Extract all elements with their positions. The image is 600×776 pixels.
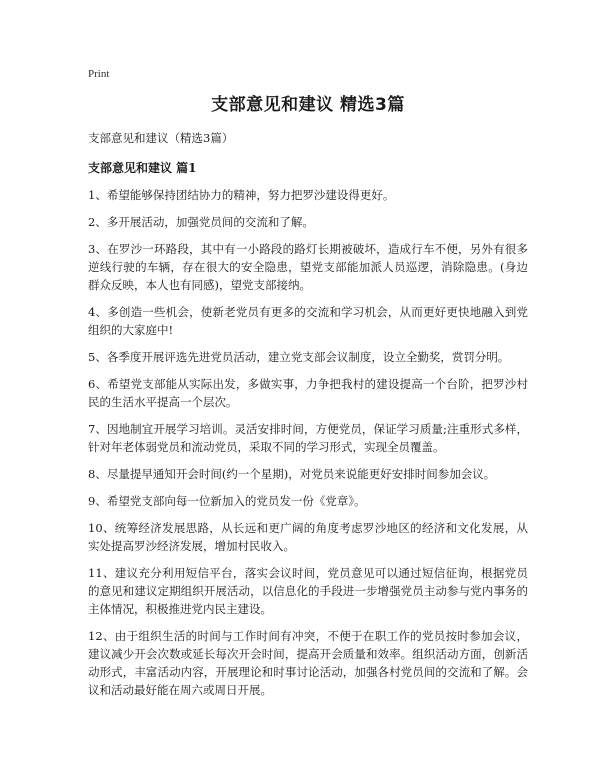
paragraph-7: 7、因地制宜开展学习培训。灵活安排时间，方便党员，保证学习质量;注重形式多样，针对年老体弱党员和流动党员，采取不同的学习形式，实现全员覆盖。 bbox=[88, 422, 528, 454]
paragraph-5: 5、各季度开展评选先进党员活动，建立党支部会议制度，设立全勤奖，赏罚分明。 bbox=[88, 350, 510, 364]
paragraph-9: 9、希望党支部向每一位新加入的党员发一份《党章》。 bbox=[88, 494, 366, 508]
paragraph-3: 3、在罗沙一环路段，其中有一小路段的路灯长期被破坏，造成行车不便，另外有很多逆线行驶的车辆，存在很大的安全隐患，望党支部能加派人员巡逻，消除隐患。(身边群众反映，本人也有同感)，望党支部接纳。 bbox=[88, 242, 528, 292]
paragraph-10: 10、统筹经济发展思路，从长远和更广阔的角度考虑罗沙地区的经济和文化发展，从实处提高罗沙经济发展，增加村民收入。 bbox=[88, 521, 528, 553]
paragraph-4: 4、多创造一些机会，使新老党员有更多的交流和学习机会，从而更好更快地融入到党组织的大家庭中! bbox=[88, 305, 528, 337]
print-label: Print bbox=[88, 68, 110, 80]
document-page bbox=[88, 68, 528, 708]
paragraph-2: 2、多开展活动，加强党员间的交流和了解。 bbox=[88, 215, 314, 229]
paragraph-list bbox=[88, 186, 528, 699]
section-heading: 支部意见和建议 篇1 bbox=[88, 161, 197, 175]
paragraph-8: 8、尽量提早通知开会时间(约一个星期)，对党员来说能更好安排时间参加会议。 bbox=[88, 467, 496, 481]
paragraph-6: 6、希望党支部能从实际出发，多做实事，力争把我村的建设提高一个台阶，把罗沙村民的生活水平提高一个层次。 bbox=[88, 377, 528, 409]
document-title: 支部意见和建议 精选3篇 bbox=[211, 95, 405, 115]
paragraph-1: 1、希望能够保持团结协力的精神，努力把罗沙建设得更好。 bbox=[88, 188, 395, 202]
document-subtitle: 支部意见和建议（精选3篇） bbox=[88, 131, 234, 145]
paragraph-11: 11、建议充分利用短信平台，落实会议时间，党员意见可以通过短信征询，根据党员的意见和建议定期组织开展活动，以信息化的手段进一步增强党员主动参与党内事务的主体情况，积极推进党内民主建设。 bbox=[88, 566, 528, 616]
paragraph-12: 12、由于组织生活的时间与工作时间有冲突，不便于在职工作的党员按时参加会议，建议减少开会次数或延长每次开会时间，提高开会质量和效率。组织活动方面，创新活动形式，丰富活动内容，开展理论和时事讨论活动，加强各村党员间的交流和了解。会议和活动最好能在周六或周日开展。 bbox=[88, 629, 528, 697]
